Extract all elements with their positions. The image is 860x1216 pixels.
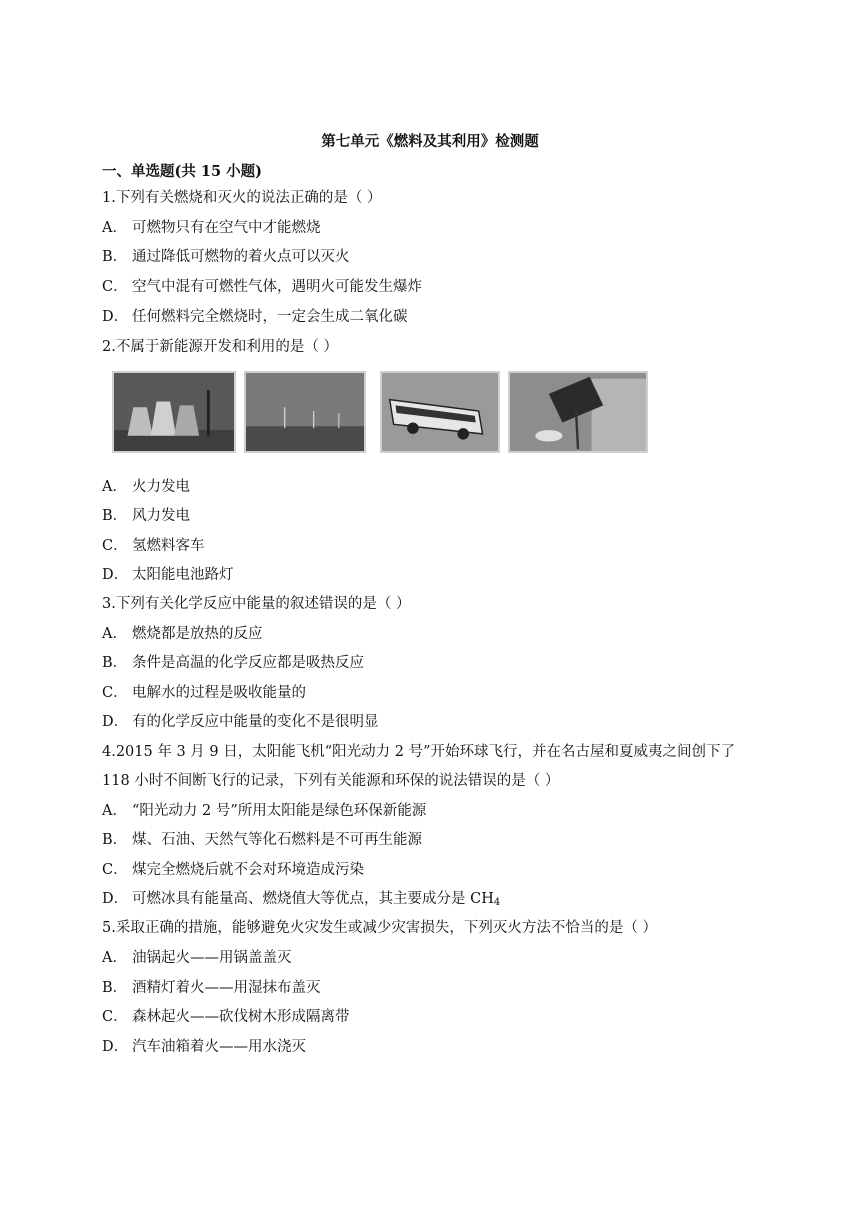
option-letter: B． xyxy=(102,508,128,524)
option-text: 油锅起火——用锅盖盖灭 xyxy=(132,950,292,966)
q1-option-d[interactable] xyxy=(102,307,408,327)
solar-street-lamp-icon xyxy=(508,371,648,453)
q4-option-b[interactable] xyxy=(102,830,422,850)
q1-option-c[interactable] xyxy=(102,277,422,297)
energy-photos xyxy=(104,366,652,466)
option-text: 汽车油箱着火——用水浇灭 xyxy=(132,1039,306,1055)
option-text: 火力发电 xyxy=(132,479,190,495)
option-text: 有的化学反应中能量的变化不是很明显 xyxy=(132,714,379,730)
q5-option-d[interactable] xyxy=(102,1037,306,1057)
q2-option-a[interactable] xyxy=(102,477,190,497)
option-text: 酒精灯着火——用湿抹布盖灭 xyxy=(132,980,321,996)
option-letter: D． xyxy=(102,567,129,583)
question-4-stem-line-1: 4.2015 年 3 月 9 日，太阳能飞机“阳光动力 2 号”开始环球飞行，并在名古屋和夏威夷之间创下了 xyxy=(102,744,735,760)
option-text: 煤、石油、天然气等化石燃料是不可再生能源 xyxy=(132,832,422,848)
q4-option-a[interactable] xyxy=(102,801,426,821)
question-4-stem-line-2: 118 小时不间断飞行的记录，下列有关能源和环保的说法错误的是（ ） xyxy=(102,773,560,789)
q5-option-a[interactable] xyxy=(102,948,292,968)
option-text: 可燃物只有在空气中才能燃烧 xyxy=(132,220,321,236)
q3-option-c[interactable] xyxy=(102,683,306,703)
option-letter: B． xyxy=(102,980,128,996)
option-text: 森林起火——砍伐树木形成隔离带 xyxy=(132,1009,350,1025)
option-letter: A． xyxy=(102,803,127,819)
option-text: “阳光动力 2 号”所用太阳能是绿色环保新能源 xyxy=(132,803,427,819)
option-letter: D． xyxy=(102,891,129,907)
q5-option-b[interactable] xyxy=(102,978,321,998)
option-letter: B． xyxy=(102,655,128,671)
section-heading: 一、单选题(共 15 小题) xyxy=(102,163,262,180)
option-letter: C． xyxy=(102,862,128,878)
option-letter: D． xyxy=(102,714,129,730)
option-letter: C． xyxy=(102,685,128,701)
option-text: 电解水的过程是吸收能量的 xyxy=(132,685,306,701)
option-text: 可燃冰具有能量高、燃烧值大等优点，其主要成分是 CH xyxy=(132,891,494,907)
question-2-stem: 2.不属于新能源开发和利用的是（ ） xyxy=(102,339,338,355)
option-text: 空气中混有可燃性气体，遇明火可能发生爆炸 xyxy=(132,279,422,295)
question-3-stem: 3.下列有关化学反应中能量的叙述错误的是（ ） xyxy=(102,596,411,612)
option-text: 煤完全燃烧后就不会对环境造成污染 xyxy=(132,862,364,878)
option-text: 条件是高温的化学反应都是吸热反应 xyxy=(132,655,364,671)
formula-subscript: 4 xyxy=(493,897,501,908)
option-letter: A． xyxy=(102,950,127,966)
option-letter: C． xyxy=(102,538,128,554)
option-letter: B． xyxy=(102,832,128,848)
q3-option-a[interactable] xyxy=(102,624,263,644)
option-letter: D． xyxy=(102,1039,129,1055)
q4-option-c[interactable] xyxy=(102,860,364,880)
q1-option-b[interactable] xyxy=(102,247,350,267)
option-letter: C． xyxy=(102,279,128,295)
q3-option-b[interactable] xyxy=(102,653,364,673)
option-letter: A． xyxy=(102,220,127,236)
q5-option-c[interactable] xyxy=(102,1007,350,1027)
option-letter: A． xyxy=(102,479,127,495)
page-title: 第七单元《燃料及其利用》检测题 xyxy=(321,133,539,150)
option-text: 燃烧都是放热的反应 xyxy=(132,626,263,642)
question-5-stem: 5.采取正确的措施，能够避免火灾发生或减少灾害损失，下列灭火方法不恰当的是（ ） xyxy=(102,920,657,936)
q2-option-c[interactable] xyxy=(102,536,205,556)
question-1-stem: 1.下列有关燃烧和灭火的说法正确的是（ ） xyxy=(102,190,382,206)
option-text: 氢燃料客车 xyxy=(132,538,205,554)
option-text: 风力发电 xyxy=(132,508,190,524)
option-text: 通过降低可燃物的着火点可以灭火 xyxy=(132,249,350,265)
power-plant-cooling-towers-icon xyxy=(112,371,236,453)
q2-option-b[interactable] xyxy=(102,506,190,526)
q2-option-d[interactable] xyxy=(102,565,234,585)
option-letter: D． xyxy=(102,309,129,325)
wind-turbines-icon xyxy=(244,371,366,453)
q1-option-a[interactable] xyxy=(102,218,321,238)
q3-option-d[interactable] xyxy=(102,712,379,732)
option-letter: C． xyxy=(102,1009,128,1025)
option-letter: A． xyxy=(102,626,127,642)
q4-option-d[interactable] xyxy=(102,889,500,913)
option-text: 任何燃料完全燃烧时，一定会生成二氧化碳 xyxy=(132,309,408,325)
option-text: 太阳能电池路灯 xyxy=(132,567,234,583)
hydrogen-bus-icon xyxy=(380,371,500,453)
option-letter: B． xyxy=(102,249,128,265)
